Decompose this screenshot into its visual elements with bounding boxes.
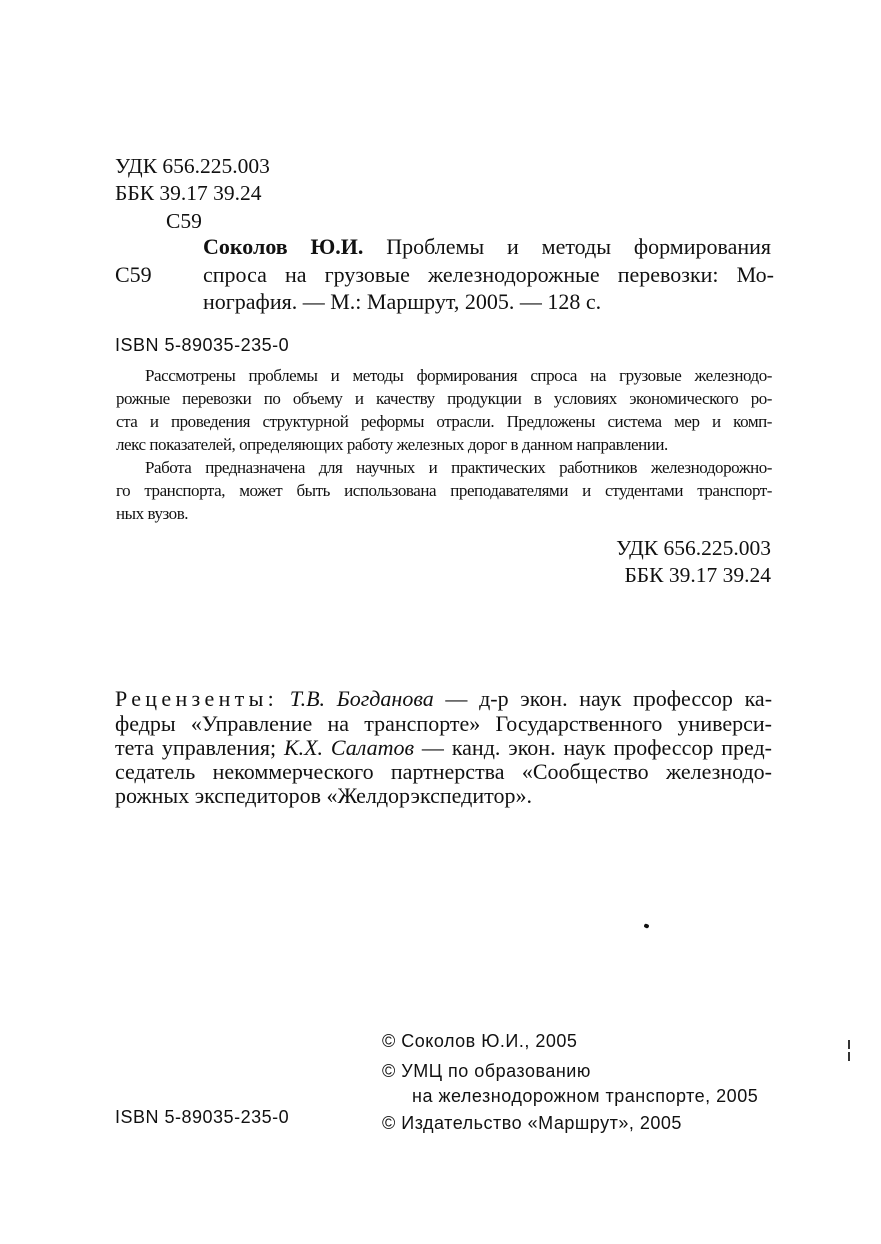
bib-author: Соколов Ю.И.: [203, 234, 364, 259]
bib-line-2: спроса на грузовые железнодорожные перевозки: Мо-: [203, 262, 774, 287]
print-speck: [643, 923, 649, 929]
reviewer-2-name: К.Х. Салатов: [283, 735, 415, 760]
reviewers-line-3-start: тета управления;: [115, 735, 277, 760]
isbn-bottom: ISBN 5-89035-235-0: [115, 1107, 290, 1127]
bbk-code: ББК 39.17 39.24: [115, 181, 262, 205]
reviewers-label: Рецензенты:: [115, 686, 279, 711]
reviewer-2-desc: — канд. экон. наук профессор пред-: [421, 735, 772, 760]
bib-line-1: [203, 234, 771, 260]
reviewers-line-4: седатель некоммерческого партнерства «Сообщество железнодо-: [115, 759, 772, 784]
margin-tick: [848, 1040, 850, 1049]
reviewer-1-name: Т.В. Богданова: [289, 686, 434, 711]
copyright-umc-line-2: на железнодорожном транспорте, 2005: [412, 1086, 759, 1106]
annotation-line: ных вузов.: [116, 504, 189, 523]
margin-tick: [848, 1052, 850, 1061]
copyright-umc-line-1: © УМЦ по образованию: [382, 1061, 591, 1081]
bbk-code-right: ББК 39.17 39.24: [624, 563, 771, 587]
isbn-top: ISBN 5-89035-235-0: [115, 335, 290, 355]
annotation-line: ста и проведения структурной реформы отрасли. Предложены система мер и комп-: [116, 412, 772, 431]
udk-code-right: УДК 656.225.003: [616, 536, 771, 560]
side-author-mark: С59: [115, 262, 152, 287]
annotation-line: го транспорта, может быть использована преподавателями и студентами транспорт-: [116, 481, 772, 500]
annotation-line: рожные перевозки по объему и качеству продукции в условиях экономического ро-: [116, 389, 772, 408]
copyright-publisher: © Издательство «Маршрут», 2005: [382, 1113, 682, 1133]
reviewer-1-desc: — д-р экон. наук профессор ка-: [445, 686, 773, 711]
reviewers-line-5: рожных экспедиторов «Желдорэкспедитор».: [115, 783, 532, 808]
annotation-line: Работа предназначена для научных и практических работников железнодорожно-: [145, 458, 772, 477]
annotation-line: лекс показателей, определяющих работу железных дорог в данном направлении.: [116, 435, 668, 454]
udk-code: УДК 656.225.003: [115, 154, 270, 178]
bib-title-start: Проблемы и методы формирования: [386, 234, 772, 259]
copyright-author: © Соколов Ю.И., 2005: [382, 1031, 578, 1051]
reviewers-line-2: федры «Управление на транспорте» Государственного универси-: [115, 711, 772, 736]
reviewers-line-3: [115, 735, 772, 761]
annotation-line: Рассмотрены проблемы и методы формирования спроса на грузовые железнодо-: [145, 366, 772, 385]
reviewers-line-1: [115, 686, 772, 712]
author-mark: С59: [166, 209, 202, 233]
bib-line-3: нография. — М.: Маршрут, 2005. — 128 с.: [203, 289, 602, 314]
